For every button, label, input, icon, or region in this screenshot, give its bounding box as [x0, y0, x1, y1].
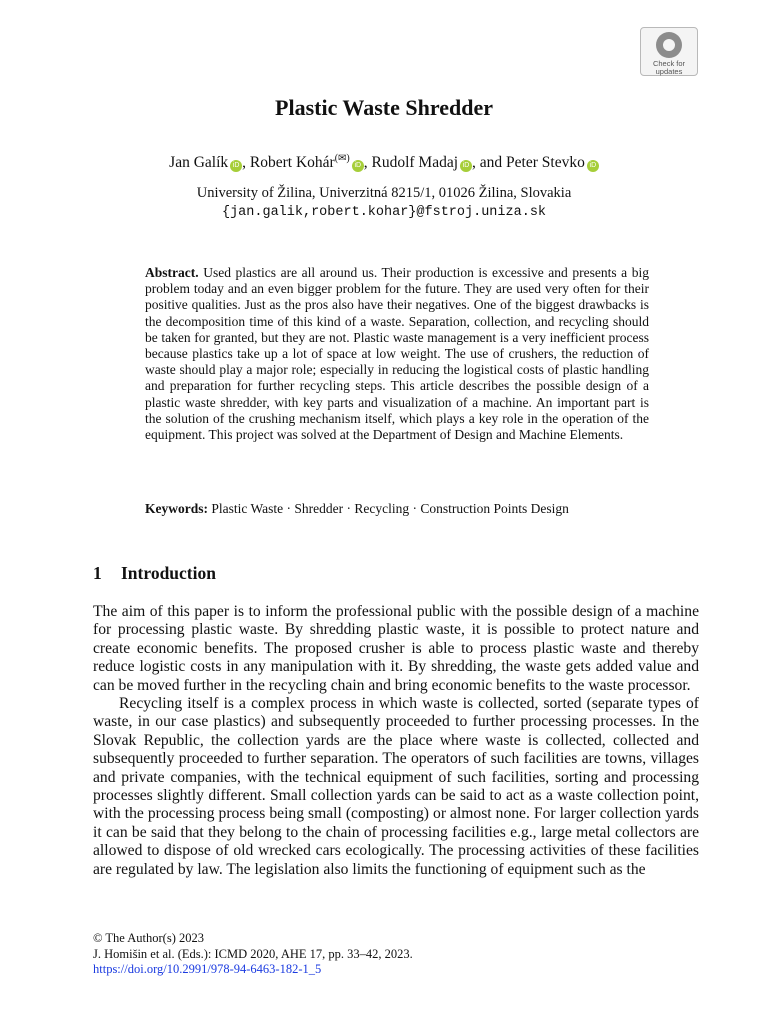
- author-name: Jan Galík: [169, 154, 229, 171]
- author-name: Peter Stevko: [506, 154, 585, 171]
- paper-title: Plastic Waste Shredder: [275, 95, 493, 120]
- check-for-updates-badge[interactable]: [640, 27, 698, 76]
- paragraph: The aim of this paper is to inform the professional public with the possible design of a machine for processing plastic waste. By shredding plastic waste, it is possible to protect nature and create economic benefits. The proposed crusher is able to process plastic waste and thereby reduce logistic costs in any manipulation with it. By shredding, the waste gets added value and can be moved further in the recycling chain and bring economic benefits to the waste processor.: [93, 603, 699, 694]
- abstract: [145, 265, 649, 443]
- section-title: Introduction: [121, 563, 216, 583]
- abstract-text: Used plastics are all around us. Their production is excessive and presents a big problem today and an even bigger problem for the future. They are used very often for their positive qualities. Just as the pros also have their negatives. One of the biggest drawbacks is the decomposition time of this kind of a waste. Separation, collection, and recycling should be taken for granted, but they are not. Plastic waste management is a very inefficient process because plastics take up a lot of space at low weight. The use of crushers, the reduction of waste should play a major role; especially in reducing the logistical costs of plastic handling and preparation for further recycling steps. This article describes the possible design of a plastic waste shredder, with key parts and visualization of a machine. An important part is the solution of the crushing mechanism itself, which plays a key role in the operation of the equipment. This project was solved at the Department of Design and Machine Elements.: [145, 265, 650, 443]
- body-text: [93, 603, 699, 879]
- page-footer: [93, 931, 413, 978]
- keywords-text: Plastic Waste · Shredder · Recycling · Construction Points Design: [211, 501, 569, 516]
- check-updates-icon: [656, 32, 682, 58]
- orcid-icon[interactable]: iD: [587, 160, 599, 172]
- citation: J. Homišin et al. (Eds.): ICMD 2020, AHE 17, pp. 33–42, 2023.: [93, 946, 413, 961]
- copyright: © The Author(s) 2023: [93, 931, 204, 945]
- check-updates-label: Check for updates: [652, 59, 686, 76]
- orcid-icon[interactable]: iD: [230, 160, 242, 172]
- keywords-label: Keywords:: [145, 501, 208, 516]
- author-email: {jan.galik,robert.kohar}@fstroj.uniza.sk: [221, 205, 547, 220]
- orcid-icon[interactable]: iD: [352, 160, 364, 172]
- paragraph: Recycling itself is a complex process in which waste is collected, sorted (separate types of waste, in our case plastics) and subsequently proceeded to further processing processes. In the Slovak Republic, the collection yards are the place where waste is collected, collected and subsequently proceeded to further separation. The operators of such facilities are towns, villages and private companies, with the technical equipment of such facilities, sorting and processing processes slightly different. Small collection yards can be said to act as a waste collection point, with the processing process being small (composting) or almost none. For larger collection yards it can be said that they belong to the chain of processing facilities e.g., large metal collectors are allowed to dispose of old wrecked cars ecologically. The processing activities of these facilities are regulated by law. The legislation also limits the functioning of equipment such as the: [93, 695, 699, 878]
- section-number: 1: [93, 563, 102, 583]
- section-heading: [93, 563, 216, 584]
- corresponding-author-mark: (✉): [334, 153, 350, 164]
- author-name: Rudolf Madaj: [371, 154, 459, 171]
- abstract-label: Abstract.: [145, 265, 199, 280]
- author-list: Jan Galík iD , Robert Kohár(✉)iD , Rudolf Madaj iD , and Peter Stevko iD: [0, 153, 768, 172]
- author-name: Robert Kohár: [249, 154, 335, 171]
- orcid-icon[interactable]: iD: [460, 160, 472, 172]
- doi-link[interactable]: https://doi.org/10.2991/978-94-6463-182-1_5: [93, 962, 322, 977]
- affiliation: University of Žilina, Univerzitná 8215/1, 01026 Žilina, Slovakia: [196, 185, 572, 201]
- keywords: [145, 501, 665, 517]
